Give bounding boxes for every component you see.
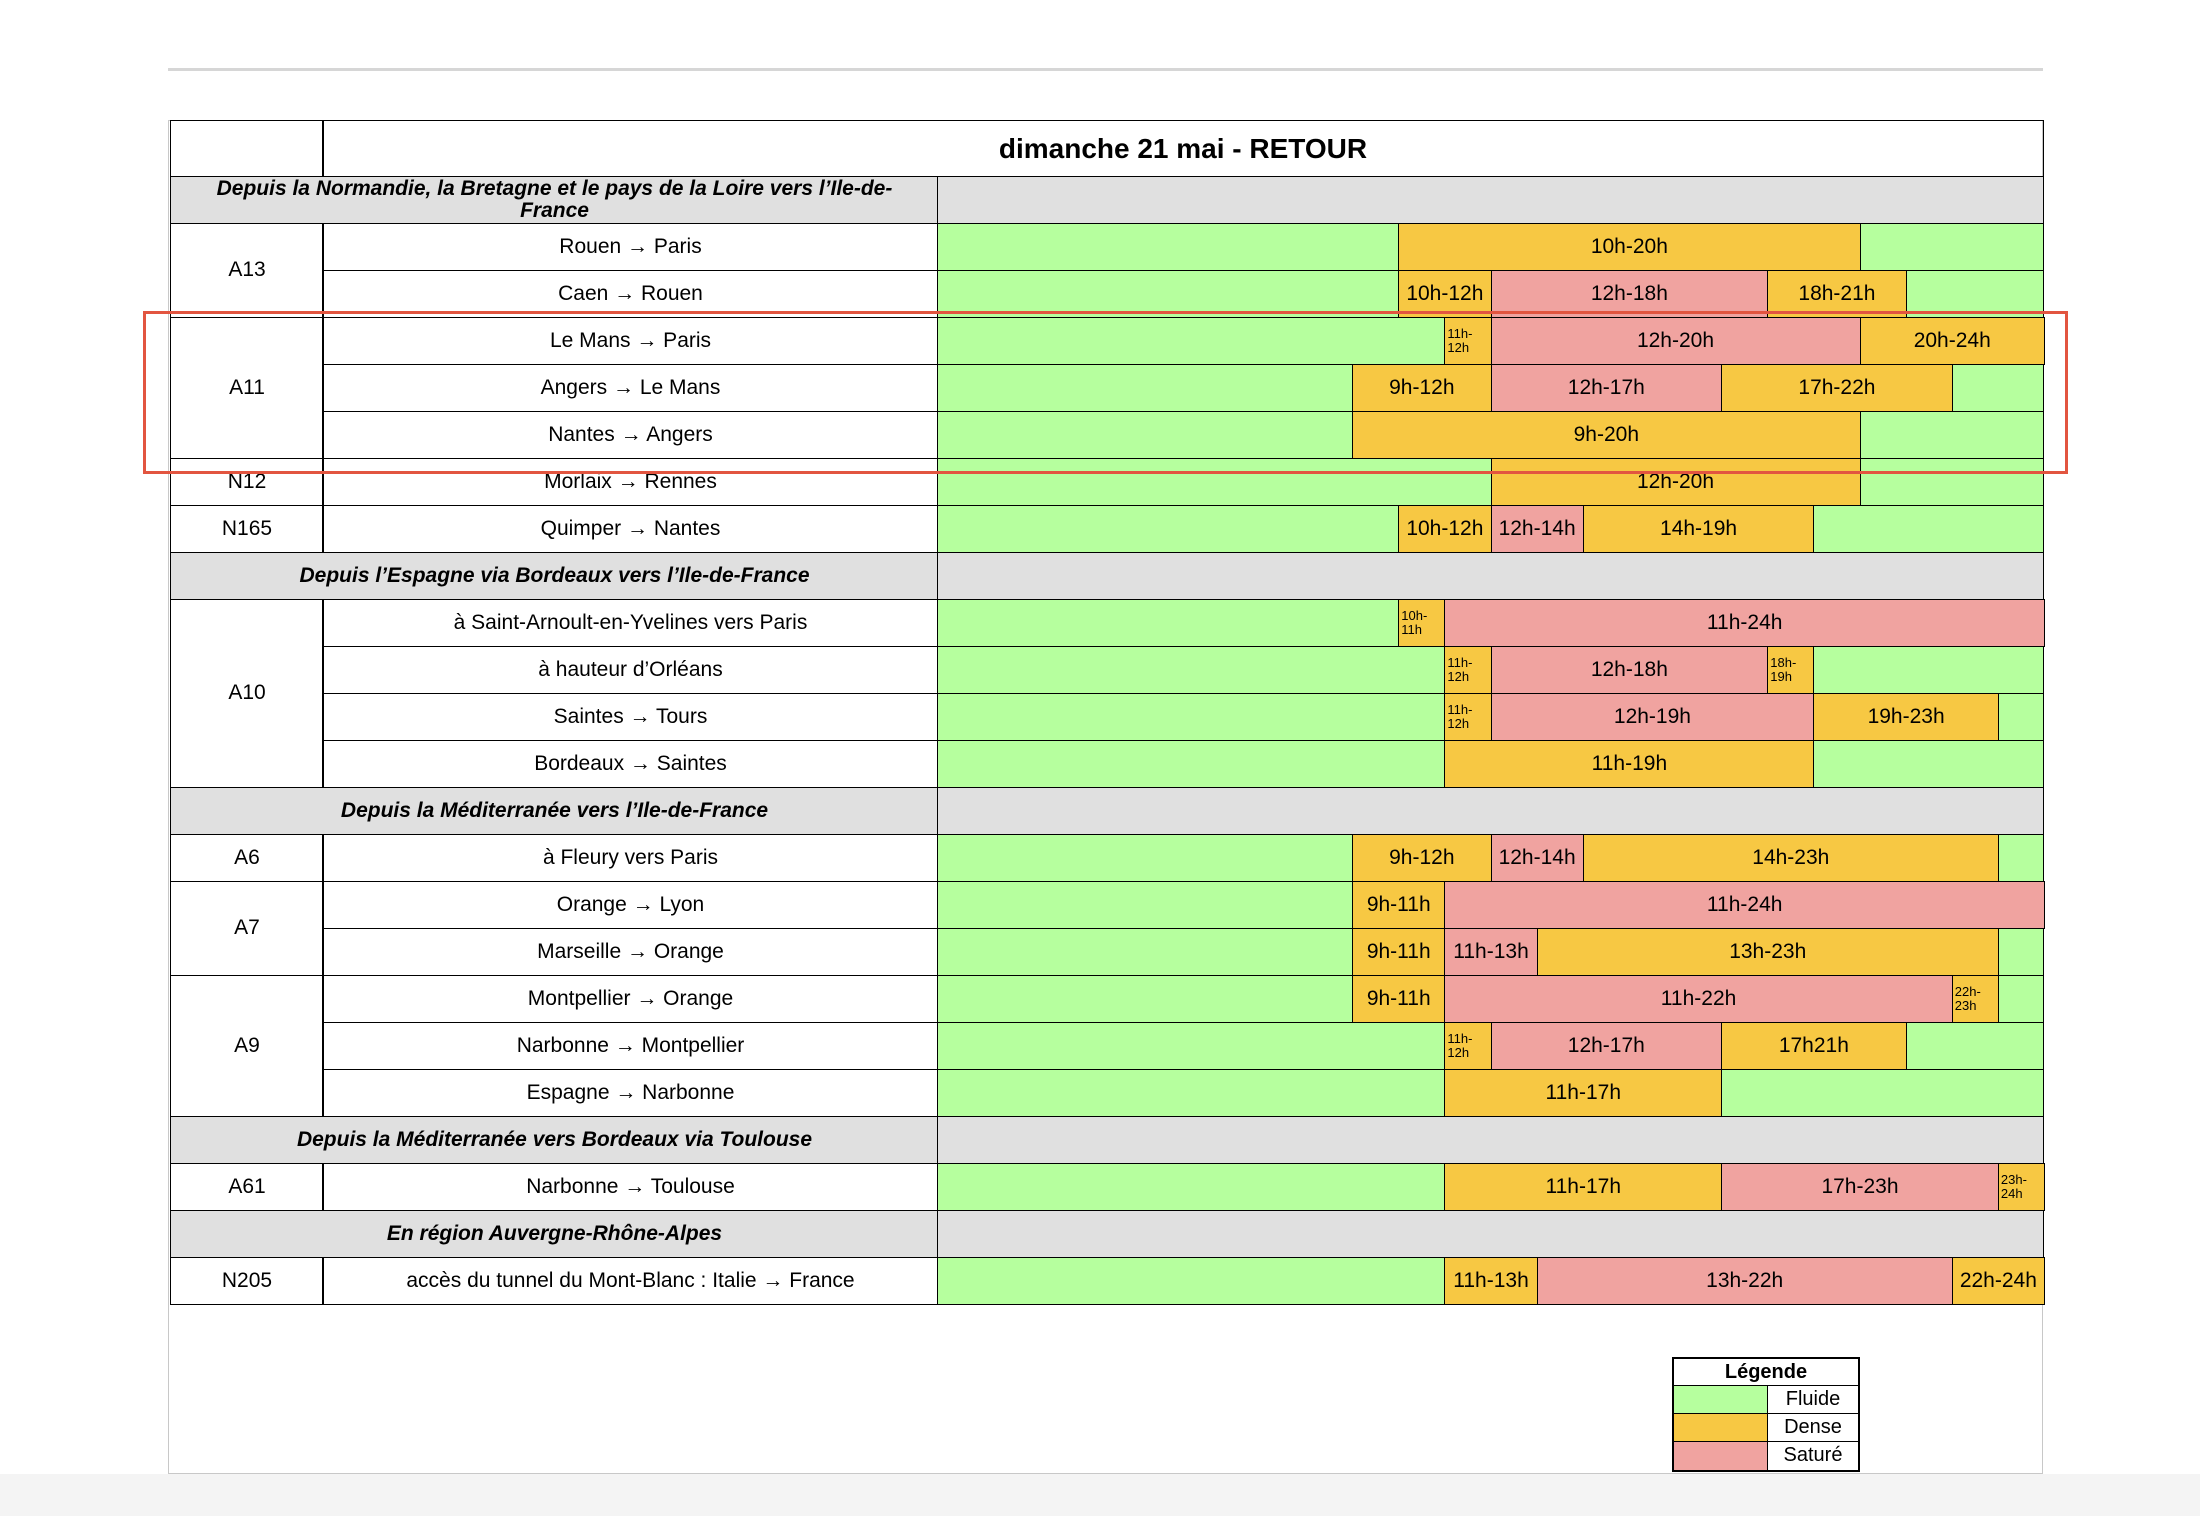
traffic-segment: 11h-13h (1444, 928, 1537, 976)
traffic-segment: 11h-24h (1444, 881, 2045, 929)
traffic-segment: 11h-22h (1444, 975, 1952, 1023)
traffic-segment: 10h-20h (1398, 223, 1860, 271)
legend-item (1674, 1414, 1858, 1442)
road-cell: N12 (170, 458, 324, 506)
traffic-segment: 17h-22h (1721, 364, 1953, 412)
section-header-band (937, 1210, 2044, 1258)
route-cell: Orange → Lyon (322, 881, 939, 929)
legend-title: Légende (1674, 1359, 1858, 1386)
traffic-segment: 11h-12h (1444, 693, 1491, 741)
road-cell: A11 (170, 317, 324, 459)
route-cell: Nantes → Angers (322, 411, 939, 459)
section-header-band (937, 552, 2044, 600)
corner-cell (170, 120, 324, 178)
section-header: Depuis la Normandie, la Bretagne et le pays de la Loire vers l’Ile-de-France (170, 176, 939, 224)
traffic-segment: 12h-14h (1491, 834, 1584, 882)
road-cell: N205 (170, 1257, 324, 1305)
road-cell: A61 (170, 1163, 324, 1211)
road-cell: A9 (170, 975, 324, 1117)
traffic-segment: 18h-19h (1767, 646, 1814, 694)
traffic-segment: 11h-12h (1444, 1022, 1491, 1070)
route-cell: Espagne → Narbonne (322, 1069, 939, 1117)
traffic-segment: 9h-11h (1352, 975, 1445, 1023)
traffic-segment: 9h-12h (1352, 834, 1491, 882)
traffic-segment: 11h-12h (1444, 317, 1491, 365)
legend (1672, 1357, 1860, 1472)
route-cell: Narbonne → Montpellier (322, 1022, 939, 1070)
route-cell: à Saint-Arnoult-en-Yvelines vers Paris (322, 599, 939, 647)
legend-item (1674, 1386, 1858, 1414)
traffic-segment: 12h-17h (1491, 1022, 1723, 1070)
route-cell: Quimper → Nantes (322, 505, 939, 553)
section-header-band (937, 787, 2044, 835)
traffic-segment: 11h-17h (1444, 1163, 1722, 1211)
route-cell: Morlaix → Rennes (322, 458, 939, 506)
traffic-segment: 9h-11h (1352, 881, 1445, 929)
traffic-segment: 13h-22h (1537, 1257, 1953, 1305)
legend-item (1674, 1442, 1858, 1470)
legend-label: Dense (1784, 1416, 1842, 1438)
traffic-segment: 14h-19h (1583, 505, 1815, 553)
table-title: dimanche 21 mai - RETOUR (322, 120, 2044, 178)
section-header: Depuis la Méditerranée vers l’Ile-de-France (170, 787, 939, 835)
route-cell: Narbonne → Toulouse (322, 1163, 939, 1211)
route-cell: Rouen → Paris (322, 223, 939, 271)
traffic-segment: 9h-12h (1352, 364, 1491, 412)
route-cell: Caen → Rouen (322, 270, 939, 318)
traffic-segment: 12h-14h (1491, 505, 1584, 553)
route-cell: accès du tunnel du Mont-Blanc : Italie → France (322, 1257, 939, 1305)
traffic-segment: 22h-23h (1952, 975, 1999, 1023)
traffic-segment: 11h-19h (1444, 740, 1814, 788)
section-header-band (937, 1116, 2044, 1164)
traffic-segment: 17h-23h (1721, 1163, 1999, 1211)
section-header-band (937, 176, 2044, 224)
traffic-segment: 11h-24h (1444, 599, 2045, 647)
road-cell: N165 (170, 505, 324, 553)
traffic-segment: 12h-17h (1491, 364, 1723, 412)
section-header: Depuis l’Espagne via Bordeaux vers l’Ile-de-France (170, 552, 939, 600)
route-cell: à Fleury vers Paris (322, 834, 939, 882)
traffic-segment: 13h-23h (1537, 928, 1999, 976)
traffic-segment: 10h-12h (1398, 505, 1491, 553)
route-cell: Montpellier → Orange (322, 975, 939, 1023)
traffic-segment: 12h-19h (1491, 693, 1815, 741)
traffic-segment: 23h-24h (1998, 1163, 2045, 1211)
traffic-segment: 9h-11h (1352, 928, 1445, 976)
legend-label: Saturé (1783, 1444, 1843, 1466)
traffic-segment: 19h-23h (1813, 693, 1999, 741)
traffic-segment: 14h-23h (1583, 834, 1999, 882)
traffic-segment: 18h-21h (1767, 270, 1906, 318)
route-cell: Saintes → Tours (322, 693, 939, 741)
route-cell: Le Mans → Paris (322, 317, 939, 365)
traffic-segment: 20h-24h (1860, 317, 2046, 365)
traffic-segment: 12h-20h (1491, 458, 1861, 506)
road-cell: A7 (170, 881, 324, 976)
traffic-segment: 22h-24h (1952, 1257, 2045, 1305)
road-cell: A10 (170, 599, 324, 788)
legend-swatch-dense (1674, 1414, 1768, 1441)
road-cell: A6 (170, 834, 324, 882)
legend-label: Fluide (1785, 1388, 1841, 1410)
traffic-segment: 12h-18h (1491, 646, 1769, 694)
traffic-segment: 9h-20h (1352, 411, 1860, 459)
traffic-segment: 11h-13h (1444, 1257, 1537, 1305)
route-cell: Bordeaux → Saintes (322, 740, 939, 788)
route-cell: Angers → Le Mans (322, 364, 939, 412)
traffic-segment: 10h-11h (1398, 599, 1445, 647)
traffic-segment: 12h-20h (1491, 317, 1861, 365)
traffic-segment: 11h-17h (1444, 1069, 1722, 1117)
road-cell: A13 (170, 223, 324, 318)
legend-swatch-sature (1674, 1442, 1768, 1470)
traffic-segment: 17h21h (1721, 1022, 1907, 1070)
section-header: Depuis la Méditerranée vers Bordeaux via Toulouse (170, 1116, 939, 1164)
section-header: En région Auvergne-Rhône-Alpes (170, 1210, 939, 1258)
traffic-segment: 11h-12h (1444, 646, 1491, 694)
traffic-segment: 12h-18h (1491, 270, 1769, 318)
route-cell: à hauteur d’Orléans (322, 646, 939, 694)
legend-swatch-fluide (1674, 1386, 1768, 1413)
traffic-segment: 10h-12h (1398, 270, 1491, 318)
route-cell: Marseille → Orange (322, 928, 939, 976)
